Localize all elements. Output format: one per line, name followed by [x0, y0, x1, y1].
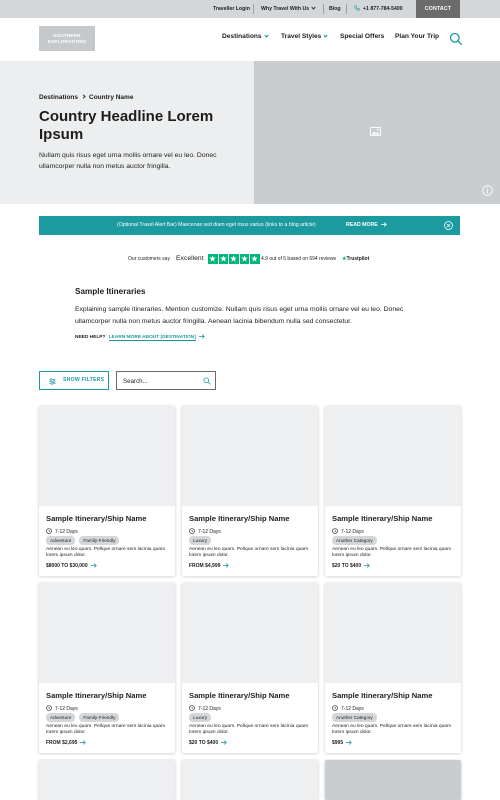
card-duration: [46, 704, 78, 712]
itinerary-card[interactable]: [325, 406, 461, 576]
divider: [323, 4, 324, 14]
search-box: [116, 371, 216, 390]
card-price[interactable]: [46, 562, 97, 569]
breadcrumb: [39, 94, 133, 101]
category-tag: Adventure: [46, 713, 75, 722]
itinerary-card[interactable]: [39, 406, 175, 576]
divider: [253, 4, 254, 14]
clock-icon: [332, 528, 338, 534]
card-duration: [46, 527, 78, 535]
card-title: Sample Itinerary/Ship Name: [46, 691, 147, 700]
clock-icon: [46, 528, 52, 534]
info-icon[interactable]: [482, 185, 493, 196]
card-description: Aenean eu leo quam. Pellque ornare sem lacinia quam lorem ipsum dolor.: [46, 547, 166, 559]
itinerary-card[interactable]: [182, 760, 318, 800]
tag-list: [189, 713, 211, 722]
section-description: Explaining sample itineraries. Mention customize. Nullam quis risus eget urna mollis ornare vel eu leo. Donec ullamcorper nulla non metus auctor fringilla. Aenean lacinia bibendum nulla sed consectetur.: [75, 306, 404, 325]
tag-list: [46, 713, 119, 722]
duration-text: 7-12 Days: [341, 706, 364, 712]
star-icon: [229, 254, 239, 264]
search-icon[interactable]: [449, 32, 463, 46]
arrow-right-icon: [381, 222, 387, 227]
tag-list: [332, 536, 377, 545]
card-duration: [189, 527, 221, 535]
category-tag: Another Category: [332, 713, 377, 722]
category-tag: Adventure: [46, 536, 75, 545]
card-description: Aenean eu leo quam. Pellque ornare sem lacinia quam lorem ipsum dolor.: [332, 724, 452, 736]
card-description: Aenean eu leo quam. Pellque ornare sem lacinia quam lorem ipsum dolor.: [189, 724, 309, 736]
arrow-right-icon: [80, 740, 86, 745]
card-image: [39, 406, 175, 506]
show-filters-label: SHOW FILTERS: [63, 377, 105, 383]
read-more-label: READ MORE: [346, 222, 378, 228]
phone-link[interactable]: [354, 0, 403, 18]
star-icon: [208, 254, 218, 264]
trustpilot-brand: Trustpilot: [346, 256, 370, 262]
card-price[interactable]: [332, 739, 352, 746]
itinerary-card[interactable]: [182, 583, 318, 753]
section-title: Sample Itineraries: [75, 287, 146, 296]
itinerary-card[interactable]: [39, 583, 175, 753]
star-icon: [240, 254, 250, 264]
traveller-login-link[interactable]: Traveller Login: [213, 6, 250, 12]
trustpilot-rating-word: Excellent: [176, 254, 204, 262]
chevron-down-icon: [324, 33, 328, 37]
trustpilot-logo: [342, 256, 369, 262]
divider: [346, 4, 347, 14]
card-image: [325, 406, 461, 506]
learn-more-link[interactable]: LEARN MORE ABOUT [DESTINATION]: [108, 335, 196, 340]
trustpilot-intro: Our customers say: [128, 256, 170, 262]
card-image: [182, 406, 318, 506]
breadcrumb-current: Country Name: [89, 94, 134, 101]
duration-text: 7-12 Days: [341, 529, 364, 535]
nav-item-special-offers[interactable]: Special Offers: [340, 33, 385, 40]
chevron-right-icon: [81, 94, 85, 98]
hero-section: [0, 61, 500, 204]
price-text: FROM $4,999: [189, 563, 221, 569]
contact-button[interactable]: CONTACT: [416, 0, 460, 18]
price-text: $20 TO $400: [332, 563, 362, 569]
price-text: FROM $2,695: [46, 740, 78, 746]
card-description: Aenean eu leo quam. Pellque ornare sem lacinia quam lorem ipsum dolor.: [46, 724, 166, 736]
help-label: NEED HELP?: [75, 335, 106, 340]
card-price[interactable]: [189, 739, 227, 746]
itinerary-card[interactable]: [182, 406, 318, 576]
duration-text: 7-12 Days: [198, 706, 221, 712]
star-icon: [250, 254, 260, 264]
card-image: [39, 583, 175, 683]
trustpilot-stars: [208, 254, 260, 264]
phone-number: +1 877-784-5400: [363, 6, 403, 12]
duration-text: 7-12 Days: [55, 529, 78, 535]
card-title: Sample Itinerary/Ship Name: [189, 691, 290, 700]
category-tag: Family-Friendly: [79, 713, 119, 722]
card-image: [182, 583, 318, 683]
card-title: Sample Itinerary/Ship Name: [189, 514, 290, 523]
card-price[interactable]: [189, 562, 229, 569]
card-description: Aenean eu leo quam. Pellque ornare sem lacinia quam lorem ipsum dolor.: [332, 547, 452, 559]
show-filters-button[interactable]: [39, 371, 109, 390]
price-text: $995: [332, 740, 344, 746]
card-duration: [332, 527, 364, 535]
trustpilot-star-icon: ★: [342, 256, 347, 262]
card-duration: [189, 704, 221, 712]
arrow-right-icon: [223, 563, 229, 568]
search-icon[interactable]: [203, 377, 211, 385]
clock-icon: [46, 705, 52, 711]
chevron-down-icon: [311, 5, 315, 9]
clock-icon: [189, 528, 195, 534]
card-price[interactable]: [332, 562, 370, 569]
breadcrumb-destinations[interactable]: Destinations: [39, 94, 79, 101]
hero-description: Nullam quis risus eget urna mollis ornare vel eu leo. Donec ullamcorper nulla non metus auctor fringilla.: [39, 152, 217, 170]
card-title: Sample Itinerary/Ship Name: [332, 691, 433, 700]
nav-label: Travel Styles: [281, 33, 322, 40]
category-tag: Luxury: [189, 713, 211, 722]
search-input[interactable]: [123, 375, 199, 387]
close-icon[interactable]: [444, 221, 453, 230]
card-price[interactable]: [46, 739, 86, 746]
chevron-down-icon: [264, 33, 268, 37]
nav-item-travel-styles[interactable]: [281, 33, 327, 40]
image-placeholder-icon: [370, 127, 381, 136]
duration-text: 7-12 Days: [198, 529, 221, 535]
card-image: [325, 583, 461, 683]
itinerary-card[interactable]: [325, 583, 461, 753]
nav-item-plan-your-trip[interactable]: Plan Your Trip: [395, 33, 440, 40]
arrow-right-icon: [364, 563, 370, 568]
why-travel-menu[interactable]: [261, 0, 315, 18]
read-more-link[interactable]: [346, 216, 387, 235]
price-text: $20 TO $400: [189, 740, 219, 746]
utility-bar: [0, 0, 500, 18]
tag-list: [332, 713, 377, 722]
why-travel-label: Why Travel With Us: [261, 6, 310, 12]
clock-icon: [332, 705, 338, 711]
site-logo[interactable]: SOUTHERN EXPLORATIONS: [39, 26, 95, 51]
arrow-right-icon: [221, 740, 227, 745]
card-title: Sample Itinerary/Ship Name: [46, 514, 147, 523]
clock-icon: [189, 705, 195, 711]
travel-alert-bar: [39, 216, 460, 235]
arrow-right-icon: [346, 740, 352, 745]
duration-text: 7-12 Days: [55, 706, 78, 712]
blog-link[interactable]: Blog: [329, 6, 341, 12]
tag-list: [189, 536, 211, 545]
itinerary-card[interactable]: [39, 760, 175, 800]
tag-list: [46, 536, 119, 545]
itinerary-card[interactable]: [325, 760, 461, 800]
category-tag: Family-Friendly: [79, 536, 119, 545]
help-line: [75, 333, 205, 340]
category-tag: Luxury: [189, 536, 211, 545]
card-duration: [332, 704, 364, 712]
page-title: Country Headline Lorem Ipsum: [39, 108, 214, 143]
alert-text: (Optional Travel Alert Bar) Maecenas sed diam eget risus varius (links to a blog article): [117, 222, 316, 228]
card-description: Aenean eu leo quam. Pellque ornare sem lacinia quam lorem ipsum dolor.: [189, 547, 309, 559]
arrow-right-icon: [91, 563, 97, 568]
arrow-right-icon: [199, 334, 205, 339]
nav-label: Destinations: [222, 33, 262, 40]
hero-image: [254, 61, 500, 204]
trustpilot-rating-text: 4.9 out of 5 based on 694 reviews: [261, 256, 337, 262]
nav-item-destinations[interactable]: [222, 33, 268, 40]
price-text: $8000 TO $30,000: [46, 563, 88, 569]
category-tag: Another Category: [332, 536, 377, 545]
trustpilot-widget[interactable]: [0, 254, 500, 266]
card-title: Sample Itinerary/Ship Name: [332, 514, 433, 523]
site-header: [0, 18, 500, 61]
star-icon: [219, 254, 229, 264]
filter-icon: [49, 378, 56, 385]
phone-icon: [354, 5, 360, 11]
